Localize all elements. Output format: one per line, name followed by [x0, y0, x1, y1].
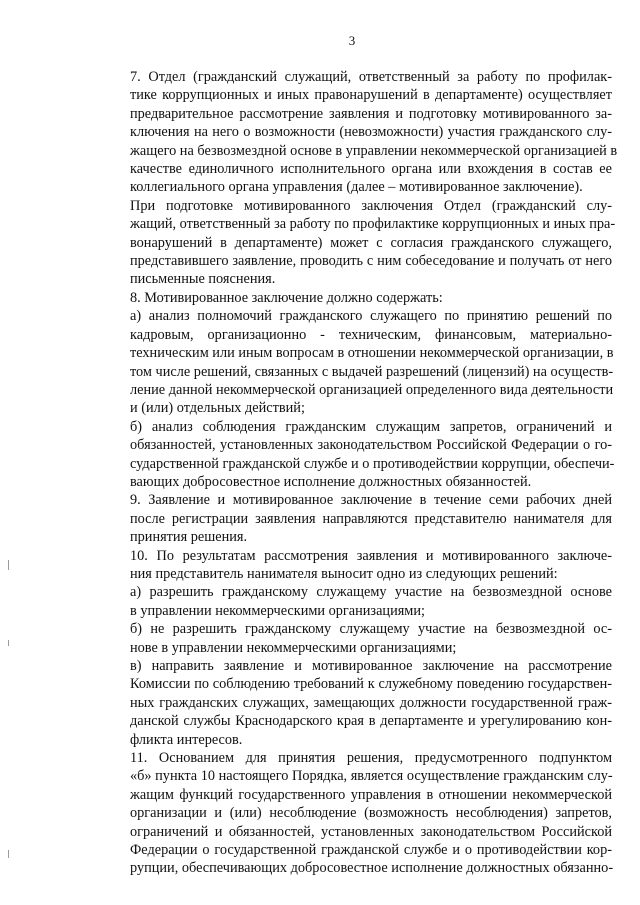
- text-line: ограничений и обязанностей, установленных законодательством Российской: [130, 823, 612, 840]
- text-line: сударственной гражданской службе и о противодействии коррупции, обеспечи-: [130, 455, 615, 472]
- paragraph: [92, 68, 618, 197]
- paragraph: [92, 418, 615, 492]
- text-line: тике коррупционных и иных правонарушений в департаменте) осуществляет: [130, 87, 612, 104]
- paragraph: [92, 491, 612, 546]
- text-line: принятия решения.: [130, 529, 248, 546]
- text-line: жащего на безвозмездной основе в управлении некоммерческой организацией в: [130, 142, 618, 159]
- text-line: в управлении некоммерческими организациями;: [130, 602, 425, 619]
- paragraph: [92, 307, 612, 417]
- paragraph: [92, 289, 612, 307]
- text-line: При подготовке мотивированного заключения Отдел (гражданский слу-: [130, 197, 612, 214]
- text-line: «б» пункта 10 настоящего Порядка, является осуществление гражданским слу-: [130, 768, 613, 785]
- text-line: в) направить заявление и мотивированное заключение на рассмотрение: [130, 658, 612, 674]
- text-line: обязанностей, установленных законодательством Российской Федерации о го-: [130, 437, 612, 454]
- text-line: вающих добросовестное исполнение должностных обязанностей.: [130, 473, 532, 490]
- scan-margin-mark: [8, 640, 9, 646]
- text-line: ключения на него о возможности (невозможности) участия гражданского слу-: [130, 124, 612, 141]
- paragraph: [92, 749, 612, 878]
- text-line: 10. По результатам рассмотрения заявления и мотивированного заключе-: [130, 547, 612, 564]
- text-line: б) не разрешить гражданскому служащему участие на безвозмездной ос-: [130, 621, 612, 638]
- scan-margin-mark: [8, 850, 9, 858]
- text-line: и (или) отдельных действий;: [130, 400, 305, 417]
- text-line: 7. Отдел (гражданский служащий, ответственный за работу по профилак-: [130, 69, 612, 85]
- document-body: [92, 68, 618, 878]
- text-line: 11. Основанием для принятия решения, предусмотренного подпунктом: [130, 750, 612, 767]
- paragraph: [92, 657, 612, 749]
- page-number: 3: [348, 33, 356, 48]
- scan-margin-mark: [8, 560, 9, 570]
- text-line: техническим или иным вопросам в отношении некоммерческой организации, в: [130, 345, 614, 362]
- text-line: предварительное рассмотрение заявления и подготовку мотивированного за-: [130, 105, 612, 122]
- text-line: организации и (или) несоблюдение (возможность несоблюдения) запретов,: [130, 805, 612, 822]
- paragraph: [92, 583, 612, 620]
- text-line: ния представитель нанимателя выносит одно из следующих решений:: [130, 565, 558, 582]
- text-line: а) разрешить гражданскому служащему участие на безвозмездной основе: [130, 584, 612, 601]
- text-line: данской службы Краснодарского края в департаменте и урегулированию кон-: [130, 713, 612, 730]
- text-line: коллегиального органа управления (далее – мотивированное заключение).: [130, 179, 583, 196]
- text-line: фликта интересов.: [130, 731, 243, 748]
- text-line: ление данной некоммерческой организацией определенного вида деятельности: [130, 381, 614, 398]
- text-line: Федерации о государственной гражданской службе и о противодействии кор-: [130, 842, 612, 859]
- text-line: после регистрации заявления направляются представителю нанимателя для: [130, 510, 612, 527]
- paragraph: [92, 620, 612, 657]
- text-line: а) анализ полномочий гражданского служащего по принятию решений по: [130, 308, 612, 325]
- text-line: Комиссии по соблюдению требований к служебному поведению государствен-: [130, 676, 612, 693]
- text-line: нове в управлении некоммерческими организациями;: [130, 639, 457, 656]
- text-line: кадровым, организационно - техническим, финансовым, материально-: [130, 326, 612, 343]
- text-line: 8. Мотивированное заключение должно содержать:: [130, 289, 443, 306]
- text-line: жащий, ответственный за работу по профилактике коррупционных и иных пра-: [130, 216, 616, 233]
- text-line: рупции, обеспечивающих добросовестное исполнение должностных обязанно-: [130, 860, 614, 877]
- text-line: ных гражданских служащих, замещающих должности государственной граж-: [130, 694, 612, 711]
- text-line: жащим функций государственного управления в отношении некоммерческой: [130, 786, 612, 803]
- paragraph: [92, 547, 612, 584]
- text-line: том числе решений, связанных с выдачей разрешений (лицензий) на осуществ-: [130, 363, 614, 380]
- text-line: письменные пояснения.: [130, 271, 276, 288]
- text-line: представившего заявление, проводить с ним собеседование и получать от него: [130, 253, 612, 270]
- text-line: 9. Заявление и мотивированное заключение в течение семи рабочих дней: [130, 492, 612, 509]
- text-line: качестве единоличного исполнительного органа или вхождения в состав ее: [130, 161, 612, 178]
- paragraph: [92, 197, 616, 289]
- text-line: вонарушений в департаменте) может с согласия гражданского служащего,: [130, 234, 612, 251]
- text-line: б) анализ соблюдения гражданским служащим запретов, ограничений и: [130, 418, 612, 435]
